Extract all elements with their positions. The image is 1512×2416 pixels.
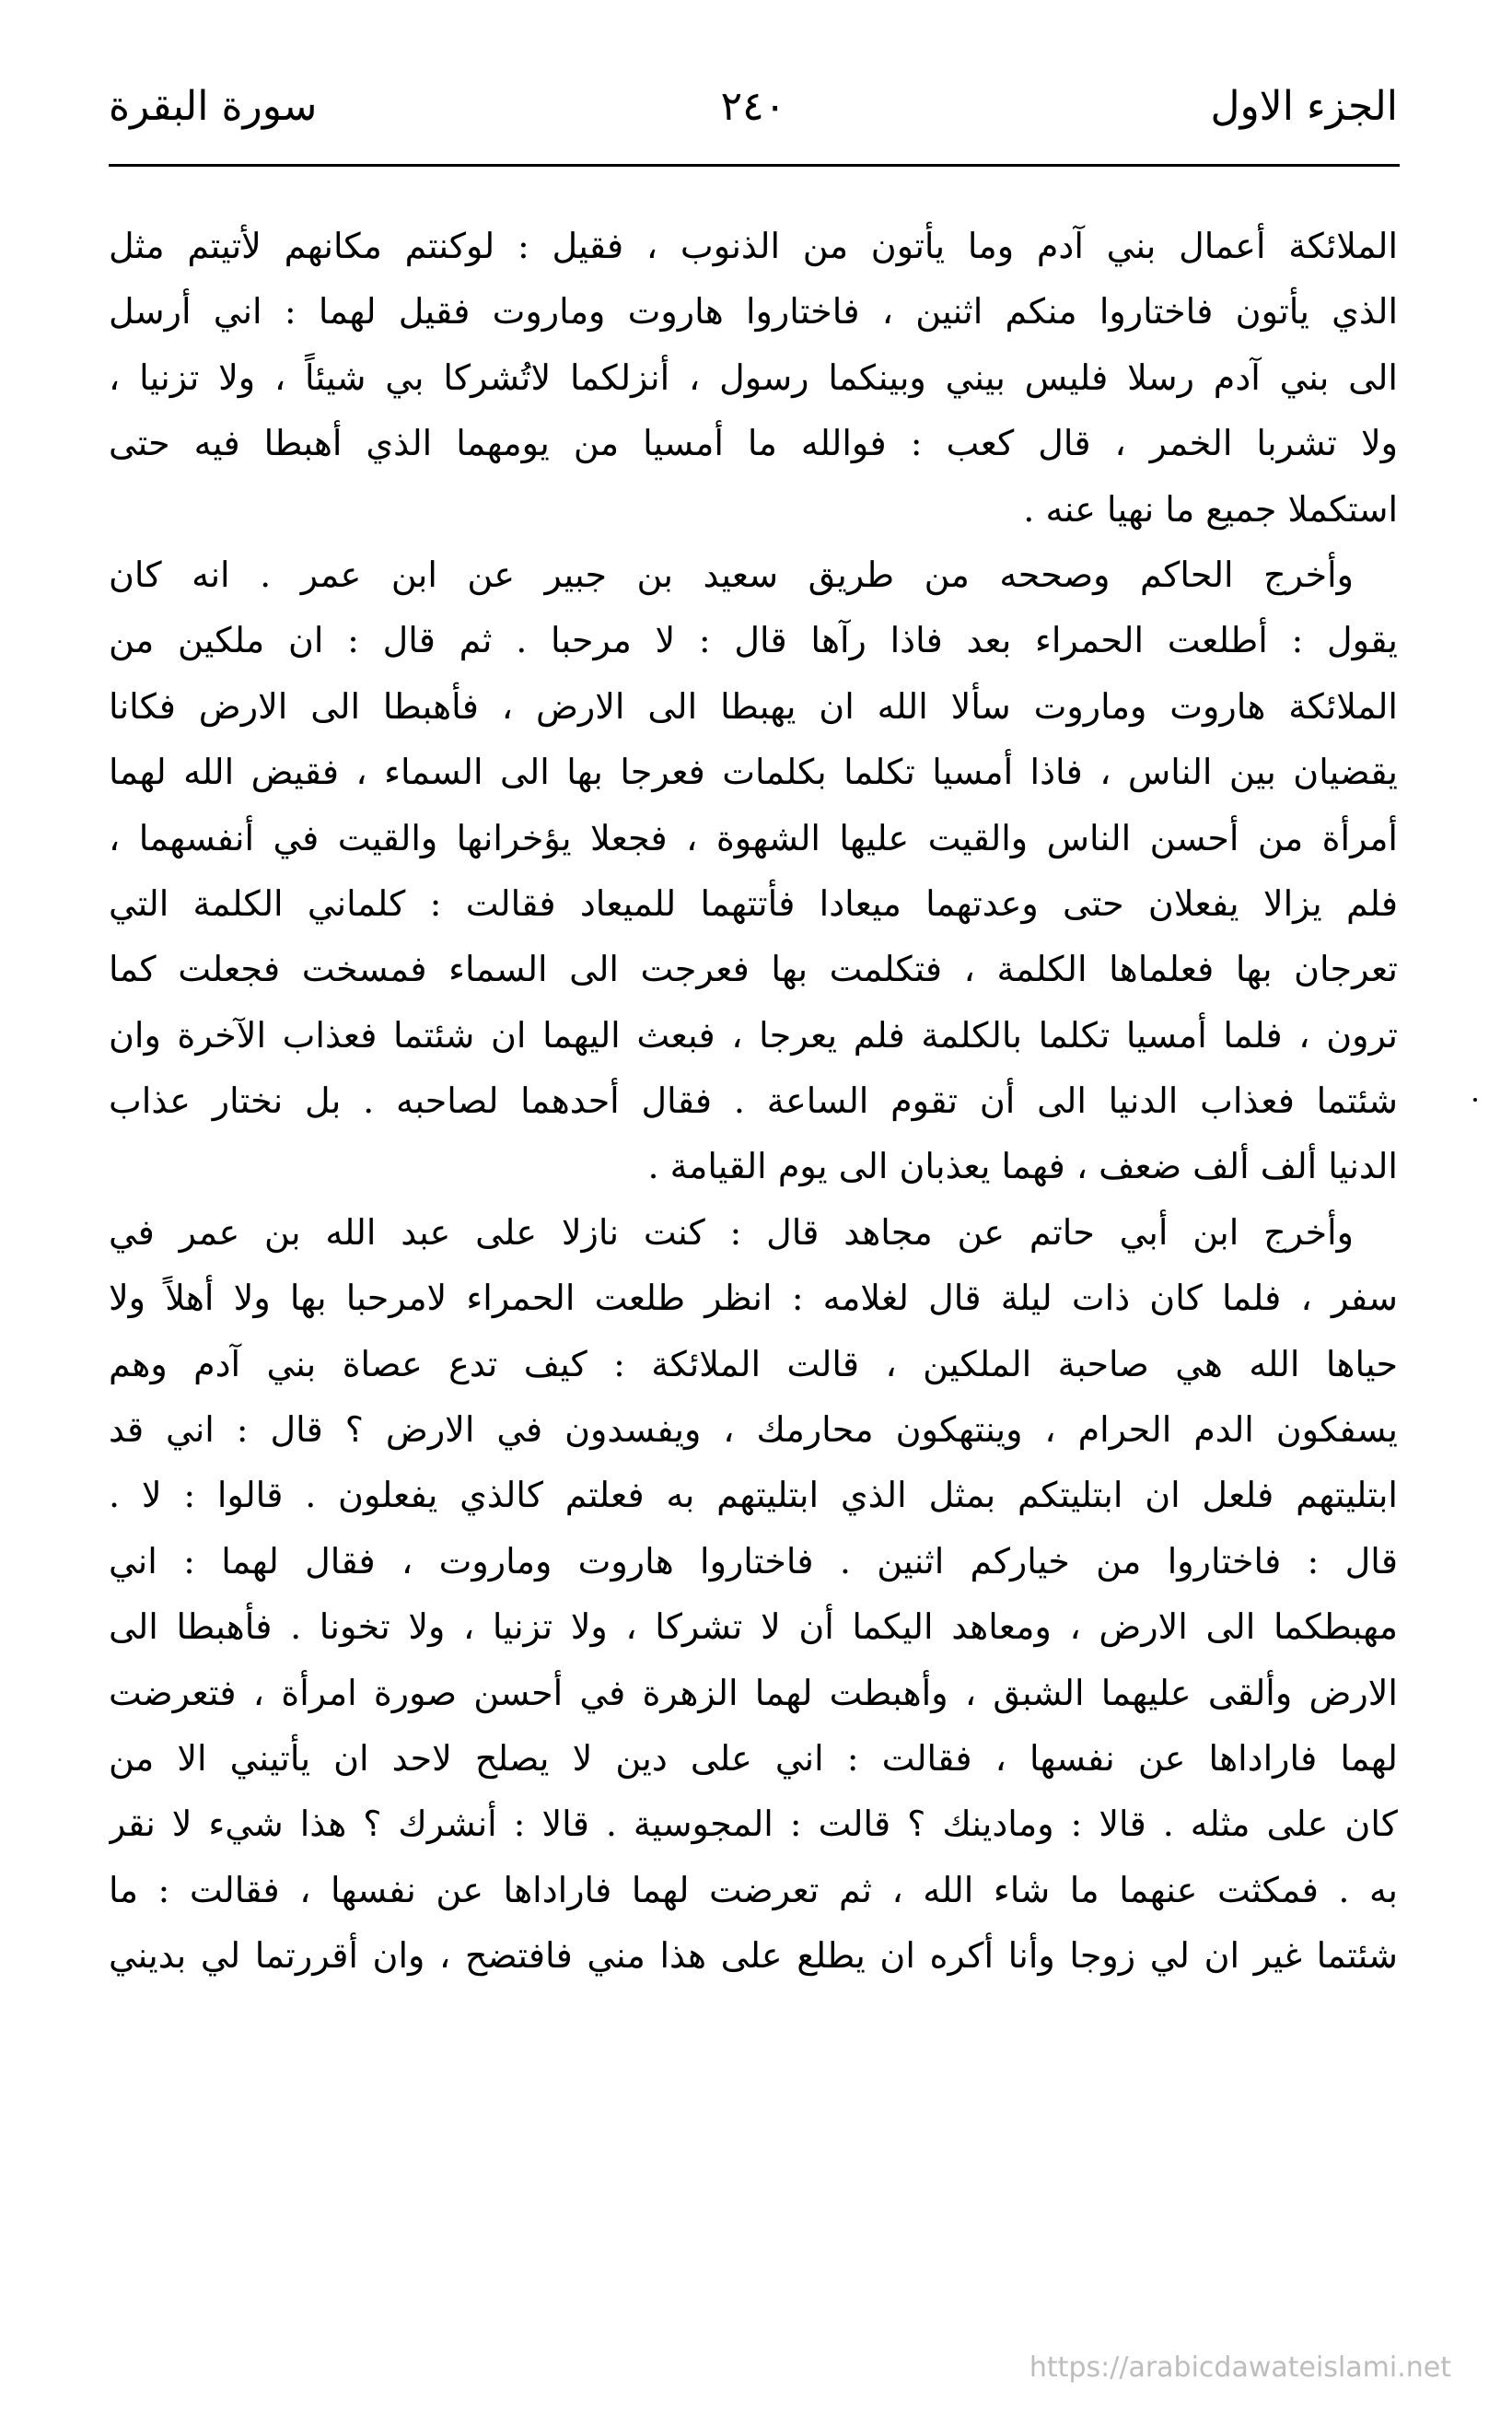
text-line: فلم يزالا يفعلان حتى وعدتهما ميعادا فأتتهما للميعاد فقالت : كلماني الكلمة التي (109, 882, 1398, 924)
text-line: سفر ، فلما كان ذات ليلة قال لغلامه : انظر طلعت الحمراء لامرحبا بها ولا أهلاً ولا (109, 1278, 1398, 1319)
text-line: مهبطكما الى الارض ، ومعاهد اليكما أن لا تشركا ، ولا تزنيا ، ولا تخونا . فأهبطا الى (109, 1606, 1398, 1648)
text-line: يقول : أطلعت الحمراء بعد فاذا رآها قال : لا مرحبا . ثم قال : ان ملكين من (109, 620, 1398, 661)
text-line: لهما فاراداها عن نفسها ، فقالت : اني على دين لا يصلح لاحد ان يأتيني الا من (109, 1737, 1398, 1779)
text-line: استكملا جميع ما نهيا عنه . (1023, 488, 1398, 530)
text-line: ابتليتهم فلعل ان ابتليتكم بمثل الذي ابتليتهم به فعلتم كالذي يفعلون . قالوا : لا . (109, 1475, 1398, 1516)
page-body (109, 214, 1398, 1990)
text-line: وأخرج الحاكم وصححه من طريق سعيد بن جبير عن ابن عمر . انه كان (109, 554, 1354, 595)
text-line: تعرجان بها فعلماها الكلمة ، فتكلمت بها فعرجت الى السماء فمسخت فجعلت كما (109, 949, 1398, 990)
text-line: وأخرج ابن أبي حاتم عن مجاهد قال : كنت نازلا على عبد الله بن عمر في (109, 1211, 1354, 1253)
text-line: شئتما غير ان لي زوجا وأنا أكره ان يطلع على هذا مني فافتضح ، وان أقررتما لي بديني (109, 1935, 1398, 1977)
text-line: الملائكة هاروت وماروت سألا الله ان يهبطا الى الارض ، فأهبطا الى الارض فكانا (109, 685, 1398, 727)
surah-title: سورة البقرة (109, 83, 318, 130)
text-line: شئتما فعذاب الدنيا الى أن تقوم الساعة . فقال أحدهما لصاحبه . بل نختار عذاب (109, 1080, 1398, 1122)
watermark-url: https://arabicdawateislami.net (1029, 2352, 1451, 2384)
text-line: الدنيا ألف ألف ضعف ، فهما يعذبان الى يوم القيامة . (647, 1146, 1398, 1187)
page-number: ٢٤٠ (720, 83, 786, 130)
text-line: أمرأة من أحسن الناس والقيت عليها الشهوة ، فجعلا يؤخرانها والقيت في أنفسهما ، (109, 817, 1398, 858)
text-line: ترون ، فلما أمسيا تكلما بالكلمة فلم يعرجا ، فبعث اليهما ان شئتما فعذاب الآخرة وان (109, 1014, 1398, 1056)
text-line: الى بني آدم رسلا فليس بيني وبينكما رسول ، أنزلكما لاتُشركا بي شيئاً ، ولا تزنيا ، (109, 356, 1398, 398)
part-title: الجزء الاول (1210, 83, 1398, 130)
text-line: الارض وألقى عليهما الشبق ، وأهبطت لهما الزهرة في أحسن صورة امرأة ، فتعرضت (109, 1672, 1398, 1713)
text-line: الذي يأتون فاختاروا منكم اثنين ، فاختاروا هاروت وماروت فقيل لهما : اني أرسل (109, 291, 1398, 333)
margin-dot (1473, 1098, 1477, 1102)
text-line: كان على مثله . قالا : ومادينك ؟ قالت : المجوسية . قالا : أنشرك ؟ هذا شيء لا نقر (109, 1803, 1398, 1845)
header-rule (109, 164, 1400, 167)
text-line: ولا تشربا الخمر ، قال كعب : فوالله ما أمسيا من يومهما الذي أهبطا فيه حتى (109, 423, 1398, 464)
text-line: به . فمكثت عنهما ما شاء الله ، ثم تعرضت لهما فاراداها عن نفسها ، فقالت : ما (109, 1869, 1398, 1910)
text-line: الملائكة أعمال بني آدم وما يأتون من الذنوب ، فقيل : لوكنتم مكانهم لأتيتم مثل (109, 226, 1398, 266)
text-line: يسفكون الدم الحرام ، وينتهكون محارمك ، ويفسدون في الارض ؟ قال : اني قد (109, 1409, 1398, 1451)
page-header (109, 64, 1398, 157)
text-line: قال : فاختاروا من خياركم اثنين . فاختاروا هاروت وماروت ، فقال لهما : اني (109, 1540, 1398, 1581)
text-line: يقضيان بين الناس ، فاذا أمسيا تكلما بكلمات فعرجا بها الى السماء ، فقيض الله لهما (109, 752, 1398, 793)
text-line: حياها الله هي صاحبة الملكين ، قالت الملائكة : كيف تدع عصاة بني آدم وهم (109, 1343, 1398, 1384)
